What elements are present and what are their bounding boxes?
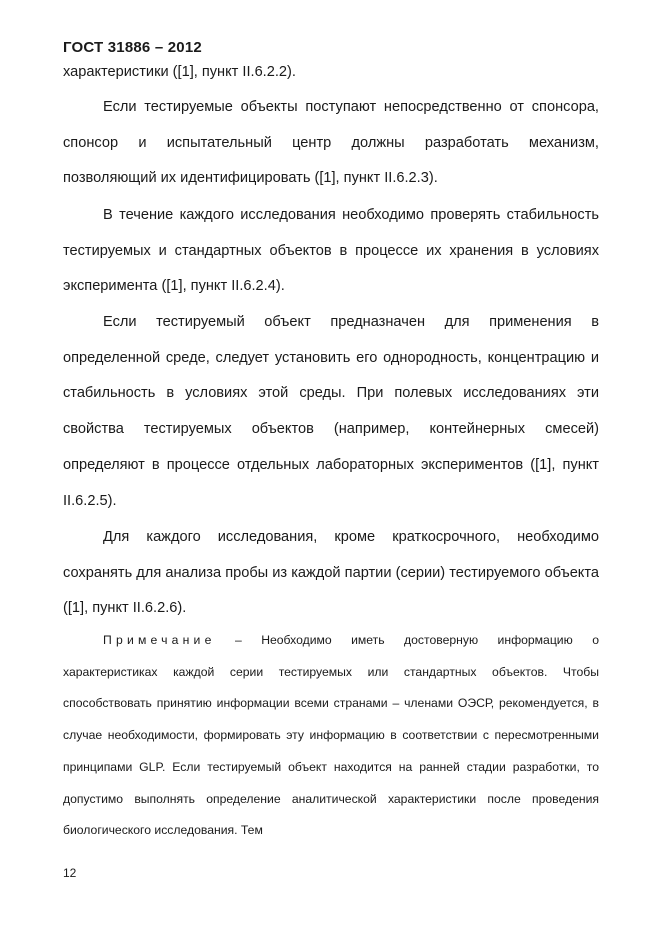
document-header: ГОСТ 31886 – 2012: [63, 39, 202, 56]
paragraph-samples: Для каждого исследования, кроме краткосрочного, необходимо сохранять для анализа пробы из каждой партии (серии) тестируемого объекта ([1], пункт II.6.2.6).: [63, 529, 599, 617]
paragraph-continuation: характеристики ([1], пункт II.6.2.2).: [63, 64, 296, 80]
paragraph-stability: В течение каждого исследования необходимо проверять стабильность тестируемых и стандартных объектов в процессе их хранения в условиях эксперимента ([1], пункт II.6.2.4).: [63, 207, 599, 295]
note-label: Примечание: [103, 633, 216, 647]
note-text: Необходимо иметь достоверную информацию о характеристиках каждой серии тестируемых или стандартных объектов. Чтобы способствовать принятию информации всеми странами – членами ОЭСР, рекомендуется, в случае необходимости, формировать эту информацию в соответствии с пересмотренными принципами GLP. Если тестируемый объект находится на ранней стадии разработки, то допустимо выполнять определение аналитической характеристики после проведения биологического исследования. Тем: [63, 633, 599, 838]
paragraph-identification: Если тестируемые объекты поступают непосредственно от спонсора, спонсор и испытательный центр должны разработать механизм, позволяющий их идентифицировать ([1], пункт II.6.2.3).: [63, 99, 599, 187]
note-block: [63, 625, 599, 847]
paragraph-environment: Если тестируемый объект предназначен для применения в определенной среде, следует установить его однородность, концентрацию и стабильность в условиях этой среды. При полевых исследованиях эти свойства тестируемых объектов (например, контейнерных смесей) определяют в процессе отдельных лабораторных экспериментов ([1], пункт II.6.2.5).: [63, 314, 599, 509]
page-number: 12: [63, 866, 77, 880]
note-dash: –: [215, 633, 262, 647]
